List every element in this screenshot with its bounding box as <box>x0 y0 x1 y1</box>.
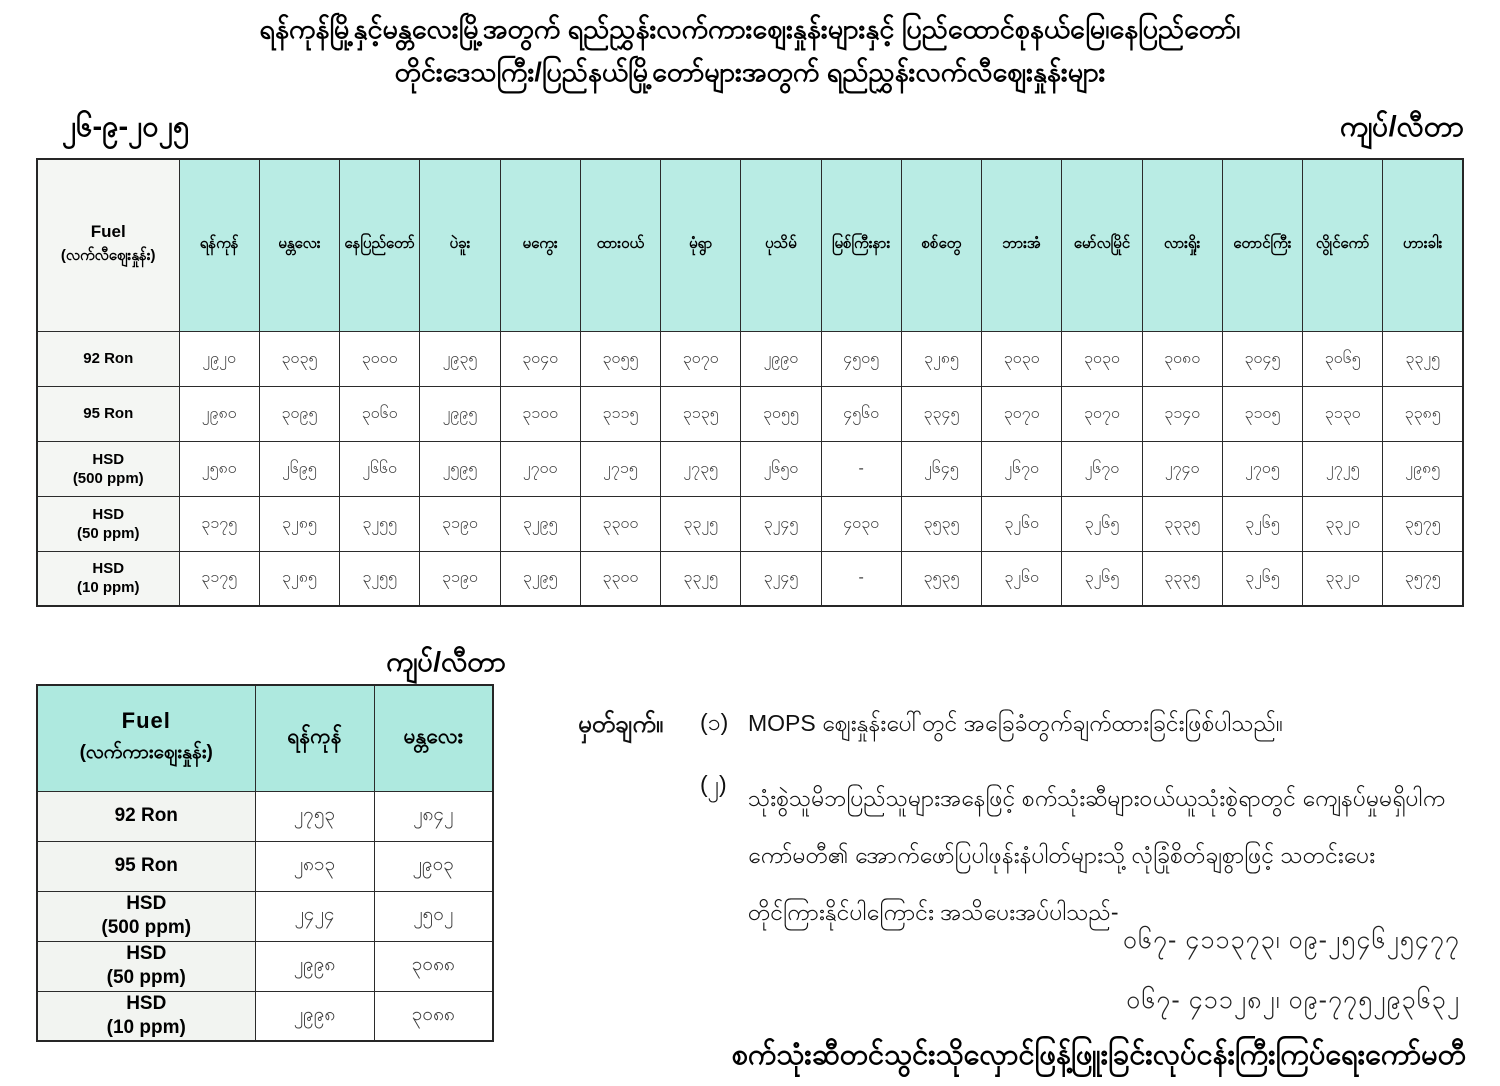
price-cell: ၃၀၈၀ <box>1142 331 1222 386</box>
price-cell: ၃၀၃၅ <box>259 331 339 386</box>
price-cell: ၃၁၀၀ <box>500 386 580 441</box>
price-cell: ၂၈၁၃ <box>255 841 374 891</box>
price-cell: ၂၇၀၀ <box>500 441 580 496</box>
price-cell: ၃၁၁၅ <box>580 386 660 441</box>
price-cell: ၂၆၉၅ <box>259 441 339 496</box>
price-cell: ၂၆၄၅ <box>901 441 981 496</box>
price-cell: ၂၉၉၈ <box>255 991 374 1041</box>
price-cell: ၃၂၆၅ <box>1222 551 1302 606</box>
price-cell: ၃၀၇၀ <box>982 386 1062 441</box>
price-cell: ၂၈၄၂ <box>374 791 493 841</box>
city-header: လွိုင်ကော် <box>1303 159 1383 331</box>
price-cell: ၃၂၆၅ <box>1062 496 1142 551</box>
price-cell: ၂၆၇၀ <box>1062 441 1142 496</box>
fuel-row-label <box>37 841 255 891</box>
city-header: ပုသိမ် <box>741 159 821 331</box>
city-header: မော်လမြိုင် <box>1062 159 1142 331</box>
price-cell: ၃၂၅၅ <box>340 496 420 551</box>
price-cell: - <box>821 551 901 606</box>
note-2-line-2: ကော်မတီ၏ အောက်ဖော်ပြပါဖုန်းနံပါတ်များသို့ လုံခြုံစိတ်ချစွာဖြင့် သတင်းပေး <box>748 842 1376 868</box>
fuel-header-title: Fuel <box>121 708 171 734</box>
committee-name: စက်သုံးဆီတင်သွင်းသိုလှောင်ဖြန့်ဖြူးခြင်းလုပ်ငန်းကြီးကြပ်ရေးကော်မတီ <box>731 1039 1466 1071</box>
price-row <box>37 441 1463 496</box>
price-cell: ၃၂၄၅ <box>741 551 821 606</box>
price-cell: ၂၇၀၅ <box>1222 441 1302 496</box>
city-header: မန္တလေး <box>374 685 493 791</box>
price-cell: ၃၂၅၅ <box>340 551 420 606</box>
price-cell: ၃၃၈၅ <box>1383 386 1463 441</box>
unit-label-wholesale: ကျပ်/လီတာ <box>386 646 506 677</box>
price-cell: ၃၅၃၅ <box>901 551 981 606</box>
price-cell: ၃၁၄၀ <box>1142 386 1222 441</box>
city-header: ထားဝယ် <box>580 159 660 331</box>
wholesale-header-row <box>37 685 493 791</box>
price-cell: ၂၅၉၅ <box>420 441 500 496</box>
city-header: မန္တလေး <box>259 159 339 331</box>
fuel-row-label <box>37 791 255 841</box>
price-cell: ၃၂၈၅ <box>901 331 981 386</box>
fuel-row-label <box>37 331 179 386</box>
phone-line-1: ၀၆၇- ၄၁၁၃၇၃၊ ၀၉-၂၅၄၆၂၅၄၇၇ <box>1122 926 1460 954</box>
price-cell: ၃၀၀၀ <box>340 331 420 386</box>
city-header: ဟားခါး <box>1383 159 1463 331</box>
price-cell: ၃၃၂၀ <box>1303 551 1383 606</box>
notes-section <box>578 708 1500 941</box>
price-cell: ၃၂၈၅ <box>259 496 339 551</box>
price-cell: ၃၃၃၅ <box>1142 551 1222 606</box>
price-cell: ၄၅၆၀ <box>821 386 901 441</box>
price-cell: ၂၇၄၀ <box>1142 441 1222 496</box>
city-header: ပဲခူး <box>420 159 500 331</box>
fuel-row-label-line: HSD <box>92 505 125 523</box>
price-cell: ၃၀၃၀ <box>1062 331 1142 386</box>
fuel-column-header <box>37 159 179 331</box>
price-cell: ၄၀၃၀ <box>821 496 901 551</box>
note-1-number: (၁) <box>700 709 729 735</box>
price-cell: ၃၀၃၀ <box>982 331 1062 386</box>
price-cell: ၃၀၈၈ <box>374 991 493 1041</box>
fuel-header-subtitle: (လက်ကားဈေးနှုန်း) <box>79 742 213 764</box>
wholesale-price-table <box>36 684 494 1042</box>
price-cell: ၃၀၉၅ <box>259 386 339 441</box>
fuel-row-label-line: (10 ppm) <box>106 1016 186 1038</box>
price-cell: ၂၉၂၀ <box>179 331 259 386</box>
price-cell: ၃၃၂၅ <box>1383 331 1463 386</box>
fuel-row-label-line: 92 Ron <box>83 350 134 367</box>
price-cell: ၃၀၈၈ <box>374 941 493 991</box>
fuel-row-label-line: (500 ppm) <box>101 917 192 938</box>
price-row <box>37 841 493 891</box>
city-header: မြစ်ကြီးနား <box>821 159 901 331</box>
price-cell: ၂၄၂၄ <box>255 891 374 941</box>
price-cell: ၃၁၇၅ <box>179 551 259 606</box>
price-cell: ၂၇၁၅ <box>580 441 660 496</box>
city-header: ရန်ကုန် <box>255 685 374 791</box>
price-cell: ၃၀၅၅ <box>580 331 660 386</box>
fuel-row-label <box>37 991 255 1041</box>
city-header: တောင်ကြီး <box>1222 159 1302 331</box>
price-cell: ၂၉၉၀ <box>741 331 821 386</box>
city-header: မုံရွာ <box>661 159 741 331</box>
price-cell: ၃၂၈၅ <box>259 551 339 606</box>
title-line-1: ရန်ကုန်မြို့နှင့်မန္တလေးမြို့အတွက် ရည်ညွှန်းလက်ကားဈေးနှုန်းများနှင့် ပြည်ထောင်စုနယ်မြေ၊နေပြည်တော်၊ <box>259 14 1241 44</box>
price-cell: ၃၁၉၀ <box>420 551 500 606</box>
price-cell: ၂၉၃၅ <box>420 331 500 386</box>
price-cell: ၃၃၃၅ <box>1142 496 1222 551</box>
price-cell: ၂၆၅၀ <box>741 441 821 496</box>
notes-heading: မှတ်ချက်။ <box>578 711 664 738</box>
price-row <box>37 496 1463 551</box>
price-cell: ၃၃၄၅ <box>901 386 981 441</box>
price-row <box>37 386 1463 441</box>
price-cell: ၃၅၃၅ <box>901 496 981 551</box>
fuel-row-label <box>37 386 179 441</box>
fuel-row-label <box>37 941 255 991</box>
price-row <box>37 551 1463 606</box>
price-cell: ၃၂၆၅ <box>1222 496 1302 551</box>
price-row <box>37 991 493 1041</box>
price-cell: ၃၃၂၀ <box>1303 496 1383 551</box>
price-cell: ၃၂၄၅ <box>741 496 821 551</box>
note-2-line-3: တိုင်ကြားနိုင်ပါကြောင်း အသိပေးအပ်ပါသည်- <box>748 899 1119 925</box>
fuel-row-label-line: HSD <box>92 450 125 468</box>
note-2-line-1: သုံးစွဲသူမိဘပြည်သူများအနေဖြင့် စက်သုံးဆီများဝယ်ယူသုံးစွဲရာတွင် ကျေနပ်မှုမရှိပါက <box>748 785 1446 811</box>
price-cell: ၃၂၉၅ <box>500 496 580 551</box>
document-title <box>0 8 1500 94</box>
fuel-row-label <box>37 551 179 606</box>
city-header: နေပြည်တော် <box>340 159 420 331</box>
title-line-2: တိုင်းဒေသကြီး/ပြည်နယ်မြို့တော်များအတွက် ရည်ညွှန်းလက်လီဈေးနှုန်းများ <box>394 57 1106 87</box>
unit-label-retail: ကျပ်/လီတာ <box>1339 111 1464 143</box>
note-2 <box>578 770 1500 941</box>
phone-line-2: ၀၆၇- ၄၁၁၂၈၂၊ ၀၉-၇၇၅၂၉၃၆၃၂ <box>1126 986 1460 1014</box>
price-cell: ၃၁၃၀ <box>1303 386 1383 441</box>
price-cell: ၂၅၀၂ <box>374 891 493 941</box>
fuel-row-label-line: (10 ppm) <box>76 579 140 597</box>
price-row <box>37 791 493 841</box>
fuel-row-label-line: 95 Ron <box>114 855 178 876</box>
price-cell: ၃၃၂၅ <box>661 496 741 551</box>
fuel-row-label-line: HSD <box>92 560 125 578</box>
price-cell: ၂၅၈၀ <box>179 441 259 496</box>
fuel-header-title: Fuel <box>90 222 126 242</box>
price-cell: ၃၅၇၅ <box>1383 551 1463 606</box>
fuel-row-label-line: HSD <box>126 992 167 1014</box>
fuel-row-label-line: (50 ppm) <box>76 524 140 542</box>
city-header: ရန်ကုန် <box>179 159 259 331</box>
price-cell: ၂၆၆၀ <box>340 441 420 496</box>
price-row <box>37 331 1463 386</box>
fuel-row-label-line: (50 ppm) <box>106 967 186 988</box>
price-cell: - <box>821 441 901 496</box>
price-cell: ၃၁၇၅ <box>179 496 259 551</box>
fuel-row-label-line: 92 Ron <box>114 805 178 826</box>
fuel-row-label <box>37 891 255 941</box>
price-cell: ၃၀၄၅ <box>1222 331 1302 386</box>
price-cell: ၂၉၈၀ <box>179 386 259 441</box>
price-cell: ၃၁၀၅ <box>1222 386 1302 441</box>
price-cell: ၃၀၅၅ <box>741 386 821 441</box>
city-header: မကွေး <box>500 159 580 331</box>
price-cell: ၃၁၉၀ <box>420 496 500 551</box>
price-cell: ၂၉၀၃ <box>374 841 493 891</box>
price-cell: ၂၉၈၅ <box>1383 441 1463 496</box>
price-cell: ၃၂၆၀ <box>982 496 1062 551</box>
fuel-column-header <box>37 685 255 791</box>
price-cell: ၃၃၂၅ <box>661 551 741 606</box>
date-label: ၂၆-၉-၂၀၂၅ <box>62 111 190 143</box>
retail-price-table <box>36 158 1464 607</box>
price-cell: ၃၂၆၅ <box>1062 551 1142 606</box>
price-row <box>37 941 493 991</box>
retail-header-row <box>37 159 1463 331</box>
note-1-text: MOPS ဈေးနှုန်းပေါ်တွင် အခြေခံတွက်ချက်ထားခြင်းဖြစ်ပါသည်။ <box>748 710 1283 736</box>
note-2-text <box>748 770 1500 941</box>
price-cell: ၃၀၆၀ <box>340 386 420 441</box>
fuel-row-label-line: 95 Ron <box>83 405 134 422</box>
city-header: ဘားအံ <box>982 159 1062 331</box>
price-cell: ၃၂၉၅ <box>500 551 580 606</box>
note-2-number: (၂) <box>700 771 727 797</box>
price-cell: ၃၀၇၀ <box>661 331 741 386</box>
fuel-row-label-line: (500 ppm) <box>72 469 144 487</box>
price-cell: ၂၇၂၅ <box>1303 441 1383 496</box>
price-cell: ၂၇၅၃ <box>255 791 374 841</box>
price-cell: ၂၆၇၀ <box>982 441 1062 496</box>
city-header: စစ်တွေ <box>901 159 981 331</box>
fuel-row-label <box>37 496 179 551</box>
price-cell: ၄၅၀၅ <box>821 331 901 386</box>
price-cell: ၃၁၃၅ <box>661 386 741 441</box>
price-cell: ၃၂၆၀ <box>982 551 1062 606</box>
price-cell: ၂၇၃၅ <box>661 441 741 496</box>
fuel-row-label-line: HSD <box>126 943 167 964</box>
price-row <box>37 891 493 941</box>
price-cell: ၂၉၉၅ <box>420 386 500 441</box>
price-cell: ၃၀၆၅ <box>1303 331 1383 386</box>
fuel-row-label <box>37 441 179 496</box>
price-cell: ၃၀၇၀ <box>1062 386 1142 441</box>
price-cell: ၃၀၄၀ <box>500 331 580 386</box>
fuel-header-subtitle: (လက်လီဈေးနှုန်း) <box>60 247 156 265</box>
price-cell: ၃၅၇၅ <box>1383 496 1463 551</box>
fuel-row-label-line: HSD <box>126 893 167 914</box>
note-1 <box>578 708 1500 744</box>
price-cell: ၂၉၉၈ <box>255 941 374 991</box>
city-header: လားရှိုး <box>1142 159 1222 331</box>
price-cell: ၃၃၀၀ <box>580 496 660 551</box>
price-cell: ၃၃၀၀ <box>580 551 660 606</box>
